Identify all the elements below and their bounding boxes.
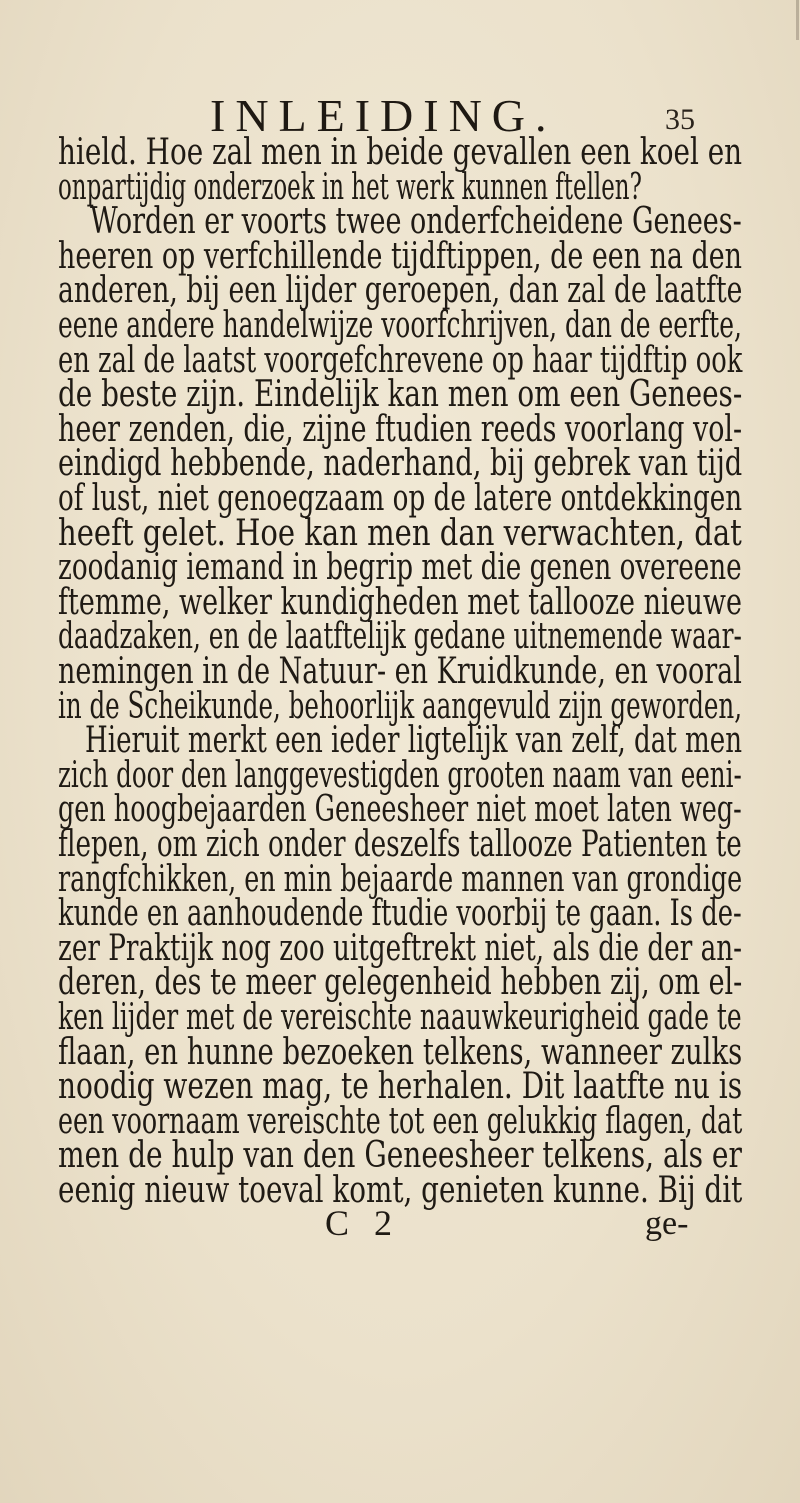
text-line: anderen, bij een lijder geroepen, dan zal de laatfte — [58, 270, 743, 312]
text-line: zich door den langgevestigden grooten naam van eeni- — [58, 754, 742, 796]
text-line: Hieruit merkt een ieder ligtelijk van zelf, dat men — [85, 720, 742, 762]
text-line: eene andere handelwijze voorfchrijven, dan de eerfte, — [58, 305, 742, 346]
text-line: nemingen in de Natuur- en Kruidkunde, en vooral — [58, 651, 742, 692]
text-line: daadzaken, en de laatftelijk gedane uitnemende waar- — [58, 616, 742, 658]
text-line: eenig nieuw toeval komt, genieten kunne. Bij dit — [58, 1170, 743, 1211]
text-line: eindigd hebbende, naderhand, bij gebrek van tijd — [58, 443, 743, 485]
text-line: Worden er voorts twee onderfcheidene Genees- — [90, 201, 742, 243]
text-line: ftemme, welker kundigheden met tallooze nieuwe — [58, 581, 742, 623]
text-line: heeren op verfchillende tijdftippen, de een na den — [58, 235, 743, 277]
text-line: kunde en aanhoudende ftudie voorbij te gaan. Is de- — [58, 893, 742, 935]
text-line: ken lijder met de vereischte naauwkeurigheid gade te — [58, 997, 742, 1038]
text-line: zoodanig iemand in begrip met die genen overeene — [58, 547, 742, 589]
text-line: gen hoogbejaarden Geneesheer niet moet laten weg- — [58, 789, 742, 831]
running-title: INLEIDING. — [210, 90, 557, 141]
signature-mark: C 2 — [325, 1203, 401, 1243]
text-line: men de hulp van den Geneesheer telkens, als er — [58, 1135, 742, 1177]
catchword: ge- — [645, 1205, 689, 1242]
text-line: de beste zijn. Eindelijk kan men om een Genees- — [58, 374, 743, 416]
text-line: heeft gelet. Hoe kan men dan verwachten, dat — [58, 512, 742, 554]
text-line: of lust, niet genoegzaam op de latere ontdekkingen — [58, 478, 743, 519]
page-edge-mark — [796, 0, 799, 40]
page-number: 35 — [665, 103, 695, 136]
text-line: rangfchikken, en min bejaarde mannen van grondige — [58, 858, 743, 900]
text-line: zer Praktijk nog zoo uitgeftrekt niet, als die der an- — [58, 927, 743, 969]
text-line: en zal de laatst voorgefchrevene op haar tijdftip ook — [58, 339, 743, 381]
text-line: hield. Hoe zal men in beide gevallen een koel en — [58, 132, 743, 173]
text-line: flaan, en hunne bezoeken telkens, wanneer zulks — [58, 1031, 743, 1073]
text-line: een voornaam vereischte tot een gelukkig flagen, dat — [58, 1100, 743, 1142]
text-line: flepen, om zich onder deszelfs tallooze Patienten te — [58, 824, 742, 865]
text-line: heer zenden, die, zijne ftudien reeds voorlang vol- — [58, 408, 743, 450]
text-line: in de Scheikunde, behoorlijk aangevuld zijn geworden, — [58, 685, 743, 727]
text-line: noodig wezen mag, te herhalen. Dit laatfte nu is — [58, 1066, 743, 1108]
text-line: deren, des te meer gelegenheid hebben zij, om el- — [58, 962, 743, 1004]
text-line: onpartijdig onderzoek in het werk kunnen ftellen? — [58, 166, 642, 208]
page-footer — [0, 1200, 800, 1250]
